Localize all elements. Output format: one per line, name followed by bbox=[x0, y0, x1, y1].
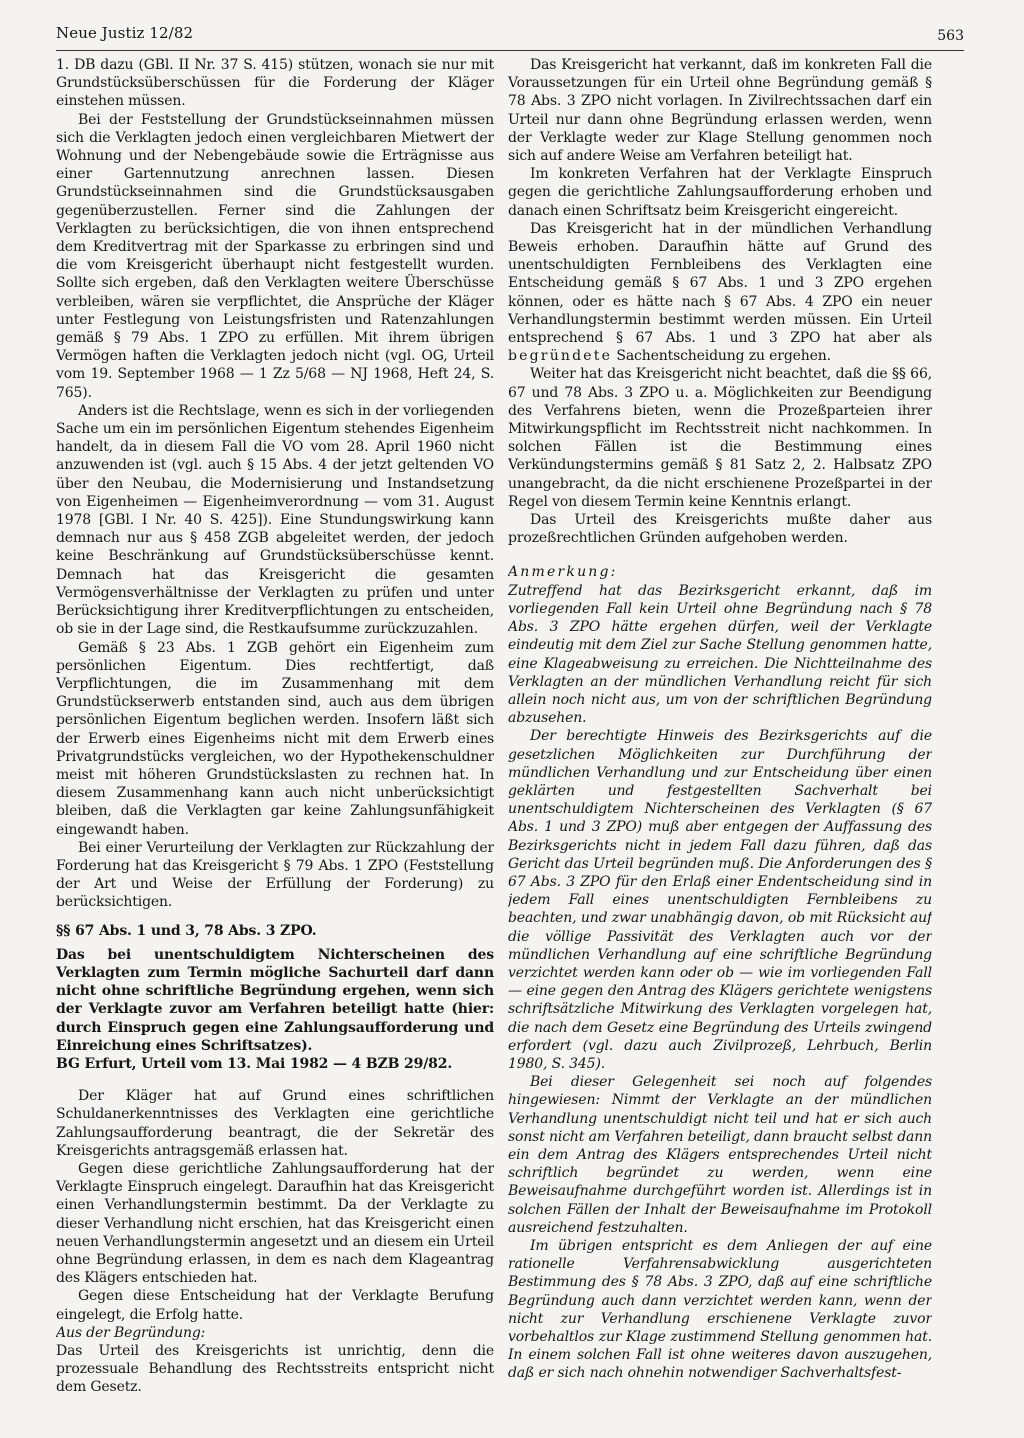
statute-heading: §§ 67 Abs. 1 und 3, 78 Abs. 3 ZPO. bbox=[56, 922, 317, 939]
anmerkung-body bbox=[508, 582, 932, 1383]
paragraph: Gegen diese Entscheidung hat der Verklagte Berufung eingelegt, die Erfolg hatte. bbox=[56, 1288, 494, 1323]
left-column bbox=[56, 56, 494, 1408]
journal-issue: Neue Justiz 12/82 bbox=[56, 24, 194, 42]
paragraph: Im konkreten Verfahren hat der Verklagte Einspruch gegen die gerichtliche Zahlungsaufforderung erhoben und danach einen Schriftsatz beim Kreisgericht eingereicht. bbox=[508, 166, 932, 219]
paragraph: Anders ist die Rechtslage, wenn es sich in der vorliegenden Sache um ein im persönlichen Eigentum stehendes Eigenheim handelt, da in diesem Fall die VO vom 28. April 1960 nicht anzuwenden ist (vgl. auch § 15 Abs. 4 der jetzt geltenden VO über den Neubau, die Modernisierung und Instandsetzung von Eigenheimen — Eigenheimverordnung — vom 31. August 1978 [GBl. I Nr. 40 S. 425]). Eine Stundungswirkung kann demnach nur aus § 458 ZGB abgeleitet werden, der jedoch keine Beschränkung auf Grundstücksüberschüsse kennt. Demnach hat das Kreisgericht die gesamten Vermögensverhältnisse der Verklagten zu prüfen und unter Berücksichtigung ihrer Kreditverpflichtungen zu entscheiden, ob sie in der Lage sind, die Restkaufsumme zurückzuzahlen. bbox=[56, 402, 494, 638]
paragraph: Gemäß § 23 Abs. 1 ZGB gehört ein Eigenheim zum persönlichen Eigentum. Dies rechtfertigt, daß Verpflichtungen, die im Zusammenhang mit dem Grundstückserwerb entstanden sind, auch aus dem übrigen persönlichen Eigentum beglichen werden. Insofern läßt sich der Erwerb eines Eigenheims nicht mit dem Erwerb eines Privatgrundstücks vergleichen, wo der Hypothekenschuldner meist mit höheren Grundstückslasten zu rechnen hat. In diesem Zusammenhang kann auch nicht unberücksichtigt bleiben, daß die Verklagten gar keine Zahlungsunfähigkeit eingewandt haben. bbox=[56, 639, 494, 838]
note-paragraph: Im übrigen entspricht es dem Anliegen der auf eine rationelle Verfahrensabwicklung ausgerichteten Bestimmung des § 78 Abs. 3 ZPO, daß auf eine schriftliche Begründung auch dann verzichtet werden kann, wenn der nicht zur Verhandlung erschienene Verklagte zuvor vorbehaltlos zur Klage zustimmend Stellung genommen hat. In einem solchen Fall ist ohne weiteres davon auszugehen, daß er sich nach ohnehin notwendiger Sachverhaltsfest- bbox=[508, 1238, 932, 1382]
text-run: Das Kreisgericht hat in der mündlichen Verhandlung Beweis erhoben. Daraufhin hätte auf Grund des unentschuldigten Fernbleibens des Verklagten eine Entscheidung gemäß § 67 Abs. 1 und 3 ZPO ergehen können, oder es hätte nach § 67 Abs. 4 ZPO ein neuer Verhandlungstermin bestimmt werden müssen. Ein Urteil entsprechend § 67 Abs. 1 und 3 ZPO hat aber als bbox=[508, 220, 932, 347]
note-paragraph: Zutreffend hat das Bezirksgericht erkannt, daß im vorliegenden Fall kein Urteil ohne Begründung nach § 78 Abs. 3 ZPO hätte ergehen dürfen, weil der Verklagte eindeutig mit dem Ziel zur Sache Stellung genommen hatte, eine Klageabweisung zu erreichen. Die Nichtteilnahme des Verklagten an der mündlichen Verhandlung reicht für sich allein noch nicht aus, um von der schriftlichen Begründung abzusehen. bbox=[508, 582, 932, 727]
paragraph bbox=[508, 220, 932, 366]
paragraph: Weiter hat das Kreisgericht nicht beachtet, daß die §§ 66, 67 und 78 Abs. 3 ZPO u. a. Möglichkeiten zur Beendigung des Verfahrens bieten, wenn die Prozeßparteien ihrer Mitwirkungspflicht im Rechtsstreit nicht nachkommen. In solchen Fällen ist die Bestimmung eines Verkündungstermins gemäß § 81 Satz 2, 2. Halbsatz ZPO unangebracht, da die nicht erschienene Prozeßpartei in der Regel von diesem Termin keine Kenntnis erlangt. bbox=[508, 366, 932, 510]
paragraph: Das Urteil des Kreisgerichts mußte daher aus prozeßrechtlichen Gründen aufgehoben werden. bbox=[508, 512, 932, 547]
note-paragraph: Bei dieser Gelegenheit sei noch auf folgendes hingewiesen: Nimmt der Verklagte an der mündlichen Verhandlung unentschuldigt nicht teil und hat er sich auch sonst nicht am Verfahren beteiligt, dann braucht selbst dann ein dem Antrag des Klägers entsprechendes Urteil nicht schriftlich begründet zu werden, wenn eine Beweisaufnahme durchgeführt worden ist. Allerdings ist in solchen Fällen der Inhalt der Beweisaufnahme im Protokoll ausreichend festzuhalten. bbox=[508, 1074, 932, 1236]
paragraph: Gegen diese gerichtliche Zahlungsaufforderung hat der Verklagte Einspruch eingelegt. Daraufhin hat das Kreisgericht einen Verhandlungstermin bestimmt. Da der Verklagte zu dieser Verhandlung nicht erschien, hat das Kreisgericht einen neuen Verhandlungstermin angesetzt und an diesem ein Urteil ohne Begründung erlassen, in dem es nach dem Klageantrag des Klägers entschieden hat. bbox=[56, 1160, 494, 1287]
anmerkung-heading: Anmerkung: bbox=[508, 564, 618, 581]
page-number: 563 bbox=[937, 28, 964, 44]
paragraph: Der Kläger hat auf Grund eines schriftlichen Schuldanerkenntnisses des Verklagten eine gerichtliche Zahlungsaufforderung beantragt, die der Sekretär des Kreisgerichts antragsgemäß erlassen hat. bbox=[56, 1088, 494, 1159]
headnote: Das bei unentschuldigtem Nichterscheinen des Verklagten zum Termin mögliche Sachurteil darf dann nicht ohne schriftliche Begründung ergehen, wenn sich der Verklagte zuvor am Verfahren beteiligt hatte (hier: durch Einspruch gegen eine Zahlungsaufforderung und Einreichung eines Schriftsatzes). bbox=[56, 946, 494, 1054]
paragraph: Das Urteil des Kreisgerichts ist unrichtig, denn die prozessuale Behandlung des Rechtsstreits entspricht nicht dem Gesetz. bbox=[56, 1343, 494, 1396]
paragraph: Bei einer Verurteilung der Verklagten zur Rückzahlung der Forderung hat das Kreisgericht § 79 Abs. 1 ZPO (Feststellung der Art und Weise der Erfüllung der Forderung) zu berücksichtigen. bbox=[56, 839, 494, 911]
paragraph: Das Kreisgericht hat verkannt, daß im konkreten Fall die Voraussetzungen für ein Urteil ohne Begründung gemäß § 78 Abs. 3 ZPO nicht vorlagen. In Zivilrechtssachen darf ein Urteil nur dann ohne Begründung erlassen werden, wenn der Verklagte weder zur Klage Stellung genommen noch sich auf andere Weise am Verfahren beteiligt hat. bbox=[508, 57, 932, 165]
paragraph: 1. DB dazu (GBl. II Nr. 37 S. 415) stützen, wonach sie nur mit Grundstücksüberschüssen für die Forderung der Kläger einstehen müssen. bbox=[56, 57, 494, 110]
text-run: Sachentscheidung zu ergehen. bbox=[612, 348, 831, 365]
case-citation: BG Erfurt, Urteil vom 13. Mai 1982 — 4 BZB 29/82. bbox=[56, 1055, 453, 1072]
paragraph: Bei der Feststellung der Grundstückseinnahmen müssen sich die Verklagten jedoch einen vergleichbaren Mietwert der Wohnung und der Nebengebäude sowie die Erträgnisse aus einer Gartennutzung anrechnen lassen. Diesen Grundstückseinnahmen sind die Grundstücksausgaben gegenüberzustellen. Ferner sind die Zahlungen der Verklagten zu berücksichtigen, die von ihnen entsprechend dem Kreditvertrag mit der Sparkasse zu erbringen sind und die vom Kreisgericht überhaupt nicht festgestellt wurden. Sollte sich ergeben, daß den Verklagten weitere Überschüsse verbleiben, wären sie verpflichtet, die Ansprüche der Kläger unter Festlegung von Leistungsfristen und Ratenzahlungen gemäß § 79 Abs. 1 ZPO zu erfüllen. Mit ihrem übrigen Vermögen haften die Verklagten jedoch nicht (vgl. OG, Urteil vom 19. September 1968 — 1 Zz 5/68 — NJ 1968, Heft 24, S. 765). bbox=[56, 111, 494, 401]
reasoning-subheading: Aus der Begründung: bbox=[56, 1324, 206, 1341]
running-head bbox=[56, 20, 964, 51]
right-column bbox=[508, 56, 932, 1408]
spaced-emphasis: begründete bbox=[508, 348, 613, 365]
note-paragraph: Der berechtigte Hinweis des Bezirksgerichts auf die gesetzlichen Möglichkeiten zur Durchführung der mündlichen Verhandlung und zur Entscheidung über einen geklärten und festgestellten Sachverhalt bei unentschuldigtem Nichterscheinen des Verklagten (§ 67 Abs. 1 und 3 ZPO) muß aber entgegen der Auffassung des Bezirksgerichts nicht in jedem Fall dazu führen, daß das Gericht das Urteil begründen muß. Die Anforderungen des § 67 Abs. 3 ZPO für den Erlaß einer Endentscheidung sind in jedem Fall eines unentschuldigten Fernbleibens zu beachten, und zwar unabhängig davon, ob mit Rücksicht auf die völlige Passivität des Verklagten auch vor der mündlichen Verhandlung auf eine schriftliche Begründung verzichtet werden kann oder ob — wie im vorliegenden Fall — eine gegen den Antrag des Klägers gerichtete wenigstens schriftsätzliche Mitwirkung des Verklagten vorgelegen hat, die nach dem Gesetz eine Begründung des Urteils zwingend erfordert (vgl. dazu auch Zivilprozeß, Lehrbuch, Berlin 1980, S. 345). bbox=[508, 728, 932, 1072]
